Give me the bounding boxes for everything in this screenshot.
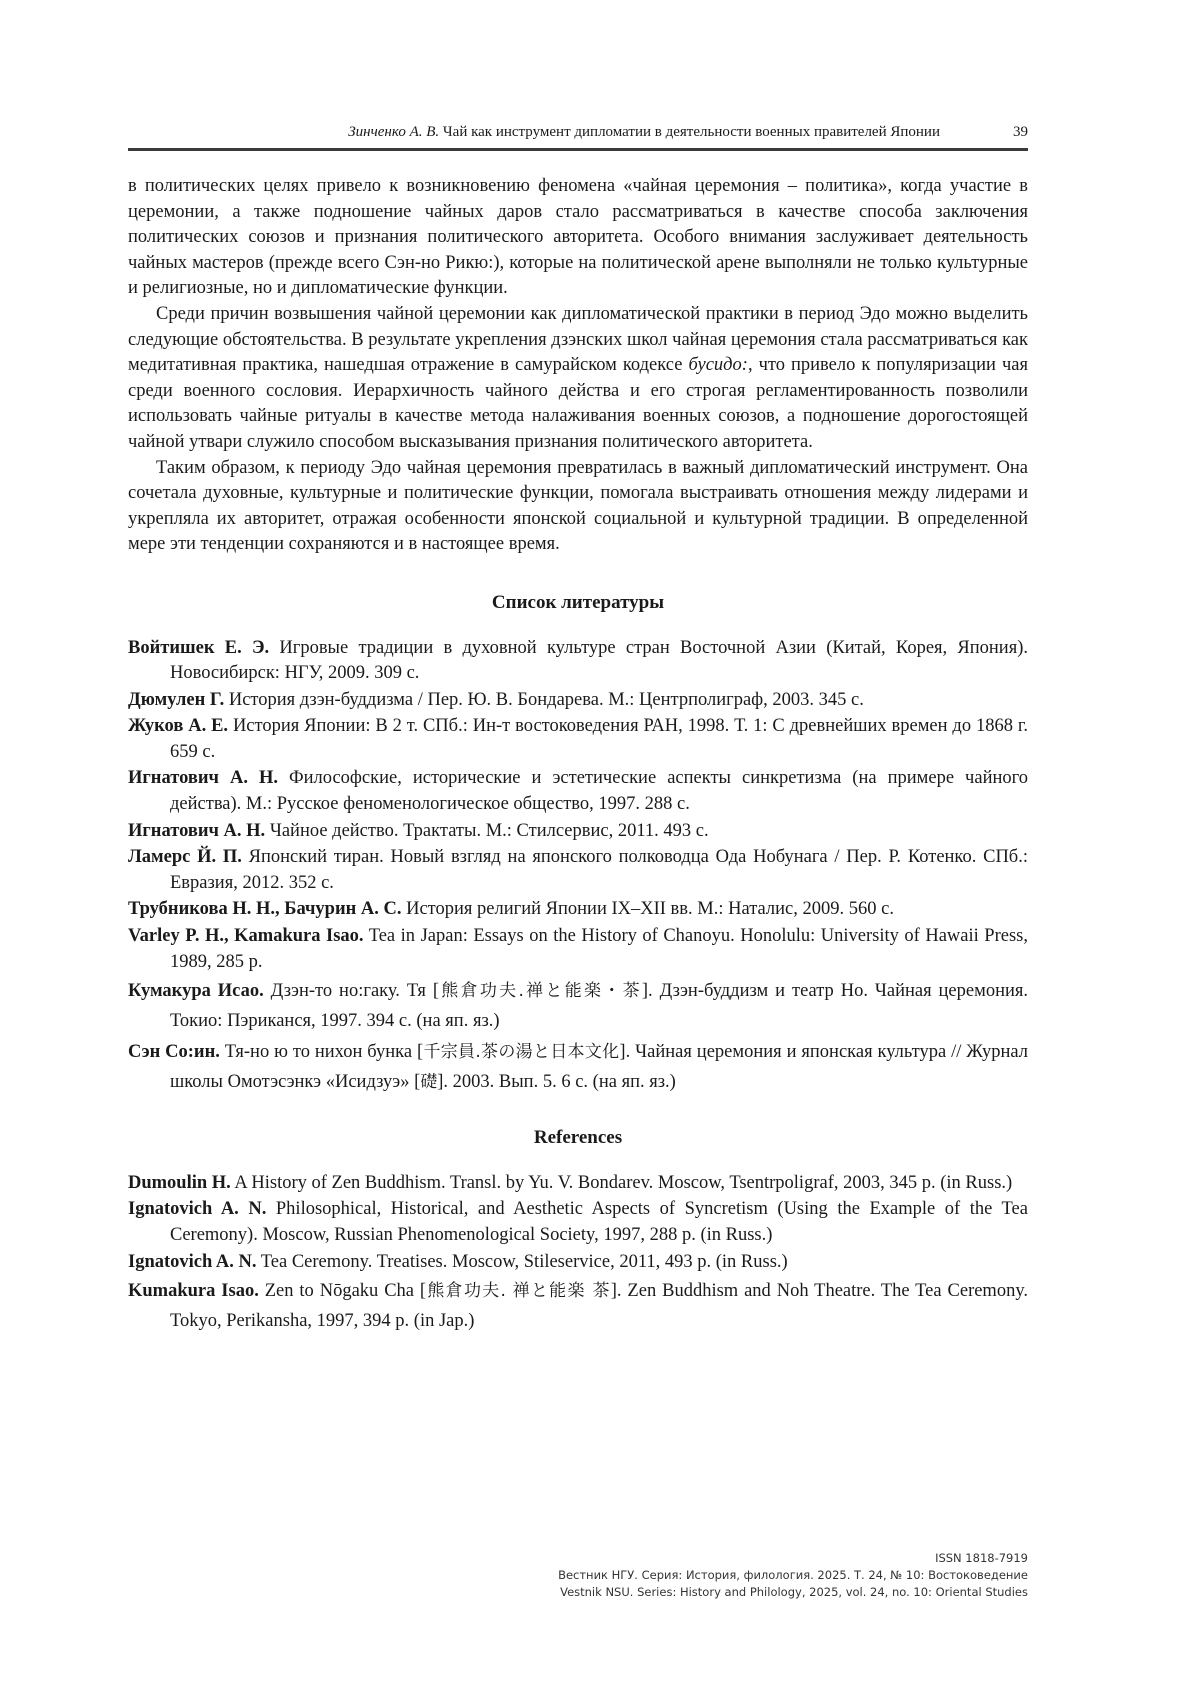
entry-text: Tea in Japan: Essays on the History of Chanoyu. Honolulu: University of Hawaii Press, 1989, 285 p. — [170, 926, 1028, 972]
entry-author: Кумакура Исао. — [128, 981, 264, 1002]
references-list — [128, 1171, 1028, 1336]
italic-term: бусидо: — [688, 355, 748, 376]
literature-entry — [128, 688, 1028, 714]
footer-journal-en: Vestnik NSU. Series: History and Philology, 2025, vol. 24, no. 10: Oriental Studies — [560, 1585, 1028, 1599]
running-head — [128, 124, 1028, 146]
entry-text: История дзэн-буддизма / Пер. Ю. В. Бондарева. М.: Центрполиграф, 2003. 345 с. — [224, 689, 864, 710]
entry-cjk-title: 熊倉功夫.禅と能楽・茶 — [439, 981, 642, 1002]
running-head-title — [348, 124, 940, 141]
entry-author: Сэн Со:ин. — [128, 1042, 220, 1063]
running-head-article-title: Чай как инструмент дипломатии в деятельности военных правителей Японии — [442, 124, 940, 140]
reference-entry — [128, 1171, 1028, 1197]
entry-author: Ignatovich A. N. — [128, 1251, 257, 1272]
entry-text: Дзэн-то но:гаку. Тя [ — [263, 981, 439, 1002]
entry-author: Ламерс Й. П. — [128, 847, 242, 868]
entry-cjk-journal: 礎 — [420, 1072, 438, 1093]
journal-footer — [558, 1550, 1028, 1601]
entry-author: Varley P. H., Kamakura Isao. — [128, 926, 364, 947]
literature-entry — [128, 924, 1028, 975]
entry-author: Войтишек Е. Э. — [128, 637, 270, 658]
entry-text: ]. 2003. Вып. 5. 6 с. (на яп. яз.) — [437, 1072, 676, 1093]
entry-text: Tea Ceremony. Treatises. Moscow, Stileservice, 2011, 493 p. (in Russ.) — [256, 1251, 788, 1272]
body-paragraph — [128, 302, 1028, 456]
entry-text: Японский тиран. Новый взгляд на японского полководца Ода Нобунага / Пер. Р. Котенко. СПб.: Евразия, 2012. 352 с. — [170, 847, 1028, 893]
running-head-author: Зинченко А. В. — [348, 124, 440, 140]
footer-issn: ISSN 1818-7919 — [935, 1551, 1028, 1565]
literature-entry — [128, 845, 1028, 896]
entry-text: История Японии: В 2 т. СПб.: Ин-т востоковедения РАН, 1998. Т. 1: С древнейших времен до 1868 г. 659 с. — [170, 716, 1028, 762]
entry-text: Философские, исторические и эстетические аспекты синкретизма (на примере чайного действа). М.: Русское феноменологическое общество, 1997. 288 с. — [170, 768, 1029, 815]
entry-author: Трубникова Н. Н., Бачурин А. С. — [128, 899, 402, 920]
entry-text: Philosophical, Historical, and Aesthetic Aspects of Syncretism (Using the Example of the Tea Ceremony). Moscow, Russian Phenomenological Society, 1997, 288 p. (in Russ.) — [170, 1199, 1028, 1245]
entry-text: Zen to Nōgaku Cha [ — [258, 1281, 427, 1302]
entry-text: Чайное действо. Трактаты. М.: Стилсервис, 2011. 493 с. — [265, 820, 709, 841]
entry-text: ]. Zen Buddhism and Noh Theatre. The Tea Ceremony. Tokyo, Perikansha, 1997, 394 p. (in Jap.) — [170, 1281, 1029, 1332]
literature-entry — [128, 1037, 1028, 1097]
literature-entry — [128, 636, 1028, 687]
entry-author: Kumakura Isao. — [128, 1281, 259, 1302]
reference-entry — [128, 1250, 1028, 1276]
entry-author: Ignatovich A. N. — [128, 1199, 267, 1220]
references-heading: References — [533, 1127, 623, 1149]
article-body — [128, 174, 1028, 1337]
entry-text: История религий Японии IX–XII вв. М.: Наталис, 2009. 560 с. — [401, 899, 894, 920]
entry-text: Тя-но ю то нихон бунка [ — [219, 1042, 424, 1063]
paragraph-text: , что привело к популяризации чая среди военного сословия. Иерархичность чайного действа и его строгая регламентированность позволили использовать чайные ритуалы в качестве метода налаживания военных союзов, а подношение дорогостоящей чайной утвари служило способом высказывания признания политического авторитета. — [128, 355, 1028, 452]
reference-entry — [128, 1197, 1028, 1248]
entry-author: Жуков А. Е. — [128, 716, 229, 737]
literature-list — [128, 636, 1028, 1098]
entry-cjk-title: 熊倉功夫. 禅と能楽 茶 — [426, 1281, 611, 1302]
reference-entry — [128, 1276, 1028, 1336]
entry-author: Дюмулен Г. — [128, 689, 225, 710]
entry-author: Игнатович А. Н. — [128, 820, 266, 841]
body-paragraph: Таким образом, к периоду Эдо чайная церемония превратилась в важный дипломатический инструмент. Она сочетала духовные, культурные и политические функции, помогала выстраивать отношения между лидерами и укрепляла их авторитет, отражая особенности японской социальной и культурной традиции. В определенной мере эти тенденции сохраняются и в настоящее время. — [128, 457, 1028, 555]
header-rule — [128, 148, 1028, 151]
entry-text: Игровые традиции в духовной культуре стран Восточной Азии (Китай, Корея, Япония). Новосибирск: НГУ, 2009. 309 с. — [170, 637, 1028, 684]
entry-text: ]. Дзэн-буддизм и театр Но. Чайная церемония. Токио: Пэриканся, 1997. 394 с. (на яп. яз.) — [170, 981, 1028, 1032]
footer-journal-ru: Вестник НГУ. Серия: История, филология. 2025. Т. 24, № 10: Востоковедение — [558, 1568, 1028, 1582]
literature-entry — [128, 976, 1028, 1036]
literature-entry — [128, 897, 1028, 923]
body-paragraph: в политических целях привело к возникновению феномена «чайная церемония – политика», когда участие в церемонии, а также подношение чайных даров стало рассматриваться в качестве способа заключения политических союзов и признания политического авторитета. Особого внимания заслуживает деятельность чайных мастеров (прежде всего Сэн-но Рикю:), которые на политической арене выполняли не только культурные и религиозные, но и дипломатические функции. — [128, 176, 1028, 299]
page-number: 39 — [1013, 124, 1028, 140]
literature-heading: Список литературы — [491, 591, 665, 613]
entry-text: A History of Zen Buddhism. Transl. by Yu. V. Bondarev. Moscow, Tsentrpoligraf, 2003, 345 p. (in Russ.) — [230, 1172, 1013, 1193]
entry-author: Игнатович А. Н. — [128, 768, 278, 789]
paragraph-text: Среди причин возвышения чайной церемонии как дипломатической практики в период Эдо можно выделить следующие обстоятельства. В результате укрепления дзэнских школ чайная церемония стала рассматриваться как медитативная практика, нашедшая отражение в самурайском кодексе — [128, 303, 1028, 376]
entry-author: Dumoulin H. — [128, 1172, 231, 1193]
literature-entry — [128, 714, 1028, 765]
literature-entry — [128, 819, 1028, 845]
literature-entry — [128, 766, 1028, 817]
entry-text: ]. Чайная церемония и японская культура // Журнал школы Омотэсэнкэ «Исидзуэ» [ — [170, 1042, 1028, 1093]
entry-cjk-title: 千宗員.茶の湯と日本文化 — [423, 1042, 620, 1063]
